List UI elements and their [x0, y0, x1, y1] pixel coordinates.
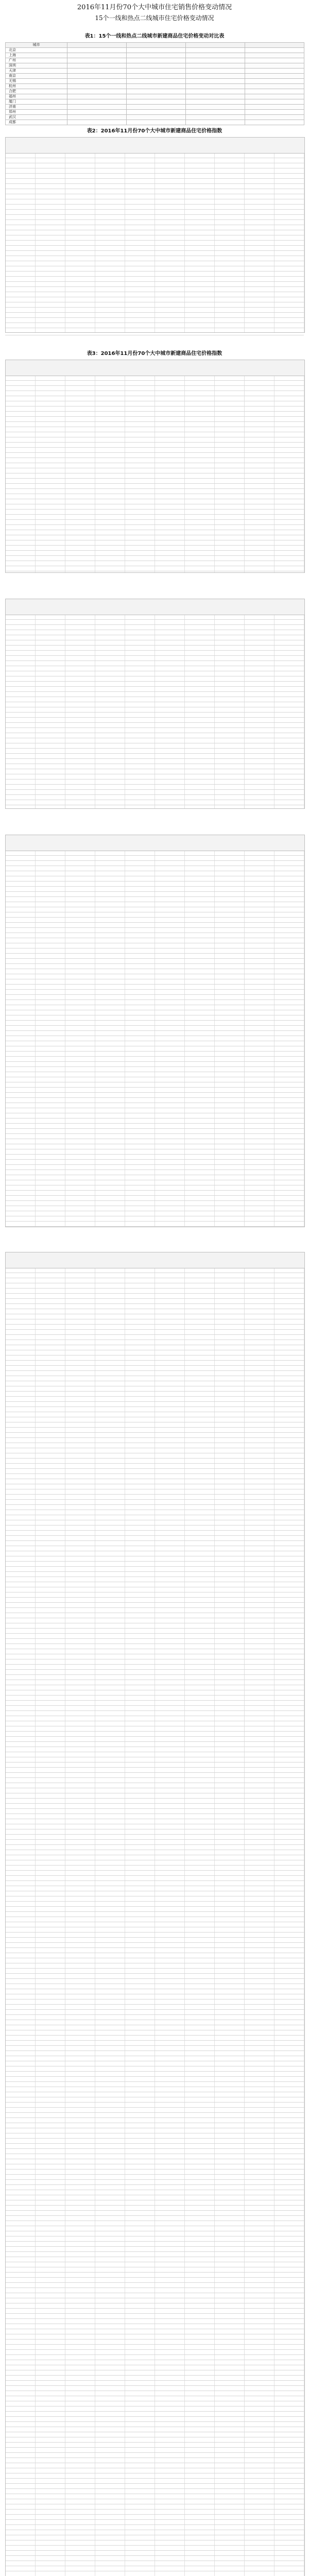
table1-cell-city: 天津: [6, 69, 67, 74]
table1-cell-city: 无锡: [6, 79, 67, 84]
table1-title: 表1：15个一线和热点二线城市新建商品住宅价格变动对比表: [84, 33, 225, 39]
table1-cell-city: 郑州: [6, 110, 67, 115]
table1-cell-city: 杭州: [6, 84, 67, 89]
table3-title: 表3：2016年11月份70个大中城市新建商品住宅价格指数: [87, 351, 222, 357]
table5-header: [6, 835, 304, 851]
table1-cell-city: 合肥: [6, 89, 67, 94]
table1-row: [6, 58, 304, 63]
table1-cell-city: 济南: [6, 105, 67, 110]
table1-row: [6, 94, 304, 99]
table1-row: [6, 63, 304, 69]
table6-header: [6, 1252, 304, 1268]
table1-row: [6, 99, 304, 105]
table1-header-col-4: [186, 43, 245, 48]
table2-header: [6, 138, 304, 154]
table3-header: [6, 360, 304, 376]
table1-row: [6, 53, 304, 58]
table2: [5, 137, 305, 333]
table1: [5, 42, 304, 125]
table1-row: [6, 69, 304, 74]
page-subtitle: 15个一线和热点二线城市住宅价格变动情况: [95, 14, 214, 22]
table3: [5, 360, 305, 573]
table1-header-col-2: [67, 43, 127, 48]
table1-cell-city: 厦门: [6, 99, 67, 105]
table1-row: [6, 105, 304, 110]
table1-cell-city: 成都: [6, 120, 67, 125]
table2-note: [5, 335, 304, 341]
table1-cell-city: 福州: [6, 94, 67, 99]
table1-row: [6, 110, 304, 115]
table1-header-city: 城市: [6, 43, 67, 48]
table1-header-col-3: [127, 43, 186, 48]
table1-row: [6, 84, 304, 89]
table1-cell-city: 广州: [6, 58, 67, 63]
table5: [5, 835, 305, 1227]
table1-row: [6, 115, 304, 120]
page-title: 2016年11月份70个大中城市住宅销售价格变动情况: [77, 4, 232, 11]
table1-cell-city: 深圳: [6, 63, 67, 69]
table1-cell-city: 上海: [6, 53, 67, 58]
table4-header: [6, 599, 304, 615]
table1-header-col-5: [245, 43, 304, 48]
table1-row: [6, 48, 304, 53]
table2-title: 表2：2016年11月份70个大中城市新建商品住宅价格指数: [87, 128, 222, 134]
table1-row: [6, 74, 304, 79]
table1-row: [6, 79, 304, 84]
table1-cell-city: 北京: [6, 48, 67, 53]
table1-cell-city: 武汉: [6, 115, 67, 120]
table1-row: [6, 89, 304, 94]
table1-cell-city: 南京: [6, 74, 67, 79]
table4: [5, 599, 305, 809]
table6: [5, 1252, 305, 2576]
table1-row: [6, 120, 304, 125]
